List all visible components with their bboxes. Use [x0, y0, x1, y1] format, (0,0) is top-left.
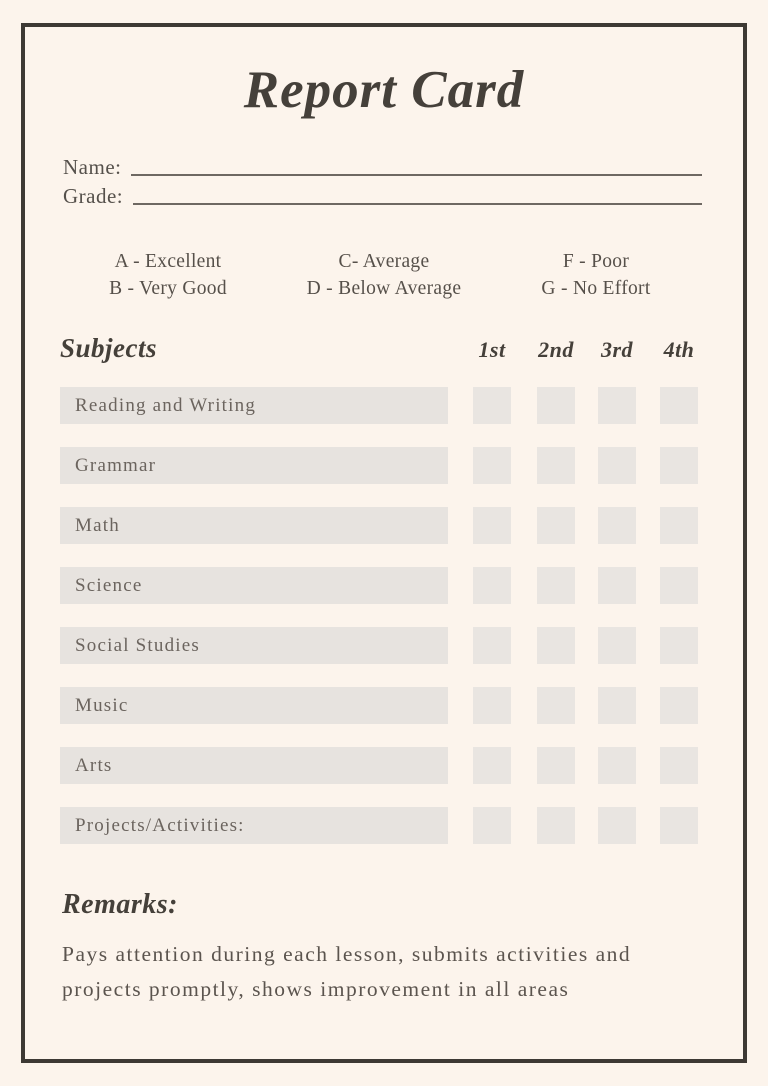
legend-item-a: A - Excellent — [114, 251, 222, 272]
table-row — [0, 447, 768, 484]
subjects-heading: Subjects — [60, 333, 158, 363]
table-row — [0, 747, 768, 784]
quarter-header-2nd: 2nd — [538, 337, 574, 362]
name-label: Name: — [63, 155, 122, 179]
grade-box[interactable] — [598, 387, 636, 424]
legend-item-c: C- Average — [338, 251, 430, 272]
grade-box[interactable] — [473, 627, 511, 664]
grade-box[interactable] — [598, 807, 636, 844]
subject-label: Science — [75, 574, 143, 596]
grade-box[interactable] — [598, 687, 636, 724]
grade-box[interactable] — [537, 507, 575, 544]
subject-label: Social Studies — [75, 634, 200, 656]
subject-label: Grammar — [75, 454, 157, 476]
subject-label: Reading and Writing — [75, 394, 257, 416]
grade-box[interactable] — [660, 807, 698, 844]
page-title: Report Card — [243, 61, 525, 119]
grade-box[interactable] — [598, 567, 636, 604]
legend-item-f: F - Poor — [562, 251, 630, 272]
table-row — [0, 507, 768, 544]
table-row — [0, 807, 768, 844]
subject-label: Projects/Activities: — [75, 814, 245, 836]
grade-box[interactable] — [537, 627, 575, 664]
table-row — [0, 567, 768, 604]
grade-box[interactable] — [473, 447, 511, 484]
grade-field-row — [63, 184, 702, 209]
subject-bar — [60, 447, 448, 484]
grade-box[interactable] — [473, 387, 511, 424]
grade-box[interactable] — [537, 747, 575, 784]
grading-legend-column-fg — [490, 248, 702, 302]
subject-bar — [60, 807, 448, 844]
grade-box[interactable] — [660, 387, 698, 424]
grade-box[interactable] — [660, 447, 698, 484]
grade-box[interactable] — [473, 507, 511, 544]
name-field-row — [63, 155, 702, 180]
remarks-line: Pays attention during each lesson, submits activities and — [62, 942, 632, 966]
grade-box[interactable] — [598, 627, 636, 664]
quarter-header-4th: 4th — [663, 337, 695, 362]
grade-box[interactable] — [473, 747, 511, 784]
legend-item-d: D - Below Average — [306, 278, 462, 299]
grade-input-line[interactable] — [133, 191, 702, 205]
grade-box[interactable] — [537, 687, 575, 724]
grade-box[interactable] — [473, 567, 511, 604]
grade-box[interactable] — [537, 387, 575, 424]
quarter-header-1st: 1st — [478, 337, 506, 362]
remarks-heading: Remarks: — [62, 889, 178, 920]
subject-bar — [60, 507, 448, 544]
grade-box[interactable] — [537, 567, 575, 604]
table-row — [0, 687, 768, 724]
subjects-table — [0, 387, 768, 844]
table-row — [0, 627, 768, 664]
remarks-text — [62, 937, 742, 1007]
grade-box[interactable] — [537, 447, 575, 484]
grading-legend-column-ab — [62, 248, 274, 302]
legend-item-b: B - Very Good — [109, 278, 227, 299]
subject-bar — [60, 687, 448, 724]
grade-box[interactable] — [660, 687, 698, 724]
grade-box[interactable] — [598, 747, 636, 784]
grade-box[interactable] — [598, 447, 636, 484]
subject-label: Math — [75, 514, 120, 536]
grade-box[interactable] — [660, 507, 698, 544]
grade-box[interactable] — [660, 567, 698, 604]
quarter-header-3rd: 3rd — [600, 337, 634, 362]
grade-box[interactable] — [537, 807, 575, 844]
table-row — [0, 387, 768, 424]
legend-item-g: G - No Effort — [541, 278, 651, 299]
grade-box[interactable] — [660, 627, 698, 664]
grade-box[interactable] — [660, 747, 698, 784]
grading-legend-column-cd — [278, 248, 490, 302]
grade-box[interactable] — [598, 507, 636, 544]
subject-label: Music — [75, 694, 129, 716]
name-input-line[interactable] — [131, 162, 702, 176]
subject-label: Arts — [75, 754, 113, 776]
subject-bar — [60, 627, 448, 664]
subject-bar — [60, 387, 448, 424]
grade-label: Grade: — [63, 184, 124, 208]
grade-box[interactable] — [473, 807, 511, 844]
subject-bar — [60, 567, 448, 604]
subject-bar — [60, 747, 448, 784]
grade-box[interactable] — [473, 687, 511, 724]
remarks-line: projects promptly, shows improvement in all areas — [62, 977, 570, 1001]
